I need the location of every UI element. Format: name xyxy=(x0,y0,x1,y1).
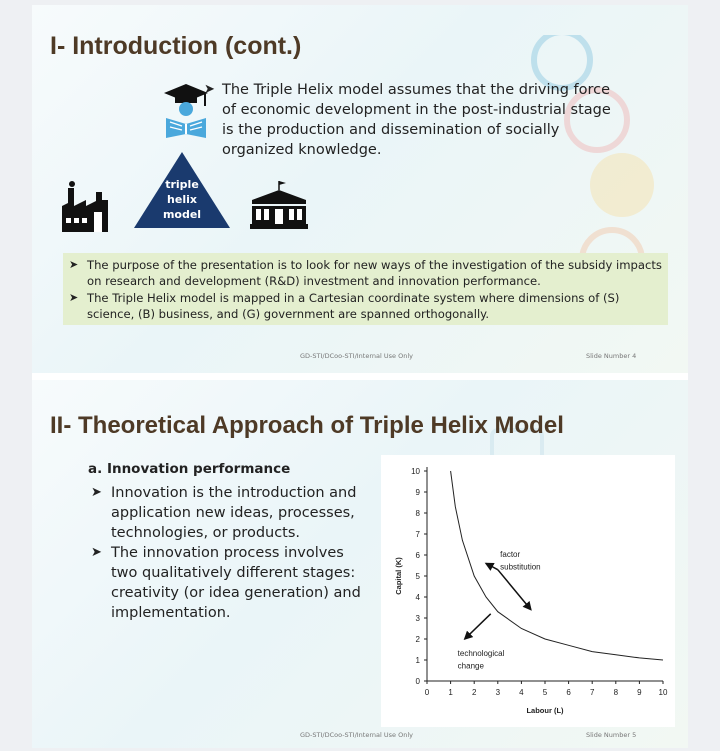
triangle-label: triple helix model xyxy=(162,178,202,221)
footer-slide-number: Slide Number 4 xyxy=(586,352,637,360)
y-tick-label: 2 xyxy=(415,635,420,644)
bullet-arrow-icon: ➤ xyxy=(69,258,79,271)
purpose-bullet: ➤ The purpose of the presentation is to look for new ways of the investigation of the subsidy impacts on research and development (R&D) investment and innovation performance. xyxy=(69,258,662,288)
technological-change-arrow xyxy=(465,614,491,639)
graduation-reader-icon xyxy=(162,82,210,140)
x-tick-label: 3 xyxy=(495,688,501,697)
y-tick-label: 6 xyxy=(415,551,420,560)
x-tick-label: 1 xyxy=(448,688,453,697)
x-tick-label: 8 xyxy=(613,688,619,697)
section-title: II- Theoretical Approach of Triple Helix Model xyxy=(50,412,564,439)
y-tick-label: 9 xyxy=(415,488,420,497)
government-building-icon xyxy=(250,180,308,230)
chart-svg xyxy=(381,455,675,727)
page-title: I- Introduction (cont.) xyxy=(50,32,302,60)
x-tick-label: 6 xyxy=(566,688,571,697)
factory-icon xyxy=(60,180,110,234)
decorative-circles xyxy=(512,35,688,285)
x-tick-label: 9 xyxy=(637,688,642,697)
y-tick-label: 0 xyxy=(415,677,420,686)
footer-slide-number: Slide Number 5 xyxy=(586,731,637,739)
bullet-arrow-icon: ➤ xyxy=(69,291,79,304)
annotation-technological: technological xyxy=(457,648,505,658)
innovation-text xyxy=(88,459,368,623)
x-tick-label: 2 xyxy=(471,688,477,697)
x-tick-label: 5 xyxy=(542,688,548,697)
y-tick-label: 5 xyxy=(415,572,420,581)
footer-classification: GD-STI/DCoo-STI/Internal Use Only xyxy=(300,731,413,739)
mapping-bullet: ➤ The Triple Helix model is mapped in a Cartesian coordinate system where dimensions of (S) science, (B) business, and (G) government are spanned orthogonally. xyxy=(69,291,620,321)
slide-gap xyxy=(32,373,688,380)
x-tick-label: 7 xyxy=(589,688,595,697)
bullet-arrow-icon: ➤ xyxy=(91,485,102,500)
substitution-arrow-down xyxy=(498,570,531,610)
isoquant-curve xyxy=(451,471,663,660)
substitution-arrow-up xyxy=(486,563,498,569)
bullet-arrow-icon: ➤ xyxy=(204,82,215,97)
y-tick-label: 7 xyxy=(415,530,420,539)
y-axis-label: Capital (K) xyxy=(394,557,403,595)
x-tick-label: 0 xyxy=(424,688,430,697)
innovation-bullet: ➤ Innovation is the introduction and application new ideas, processes, technologies, or products. xyxy=(91,485,357,541)
y-tick-label: 8 xyxy=(415,509,420,518)
x-tick-label: 10 xyxy=(658,688,668,697)
section-heading: a. Innovation performance xyxy=(88,461,291,477)
x-axis-label: Labour (L) xyxy=(526,706,564,715)
y-tick-label: 4 xyxy=(415,593,420,602)
process-bullet: ➤ The innovation process involves two qualitatively different stages: creativity (or idea generation) and implementation. xyxy=(91,545,361,621)
annotation-change: change xyxy=(457,661,484,671)
y-tick-label: 1 xyxy=(415,656,420,665)
annotation-factor: factor xyxy=(500,550,521,560)
annotation-substitution: substitution xyxy=(500,562,541,572)
isoquant-chart xyxy=(381,455,675,727)
purpose-box xyxy=(63,253,668,325)
bullet-arrow-icon: ➤ xyxy=(91,545,102,560)
x-tick-label: 4 xyxy=(519,688,524,697)
footer-classification: GD-STI/DCoo-STI/Internal Use Only xyxy=(300,352,413,360)
y-tick-label: 3 xyxy=(415,614,420,623)
y-tick-label: 10 xyxy=(411,467,420,476)
helix-paragraph: ➤ The Triple Helix model assumes that the driving force of economic development in the post-industrial stage is the production and dissemination of socially organized knowledge. xyxy=(204,82,611,158)
